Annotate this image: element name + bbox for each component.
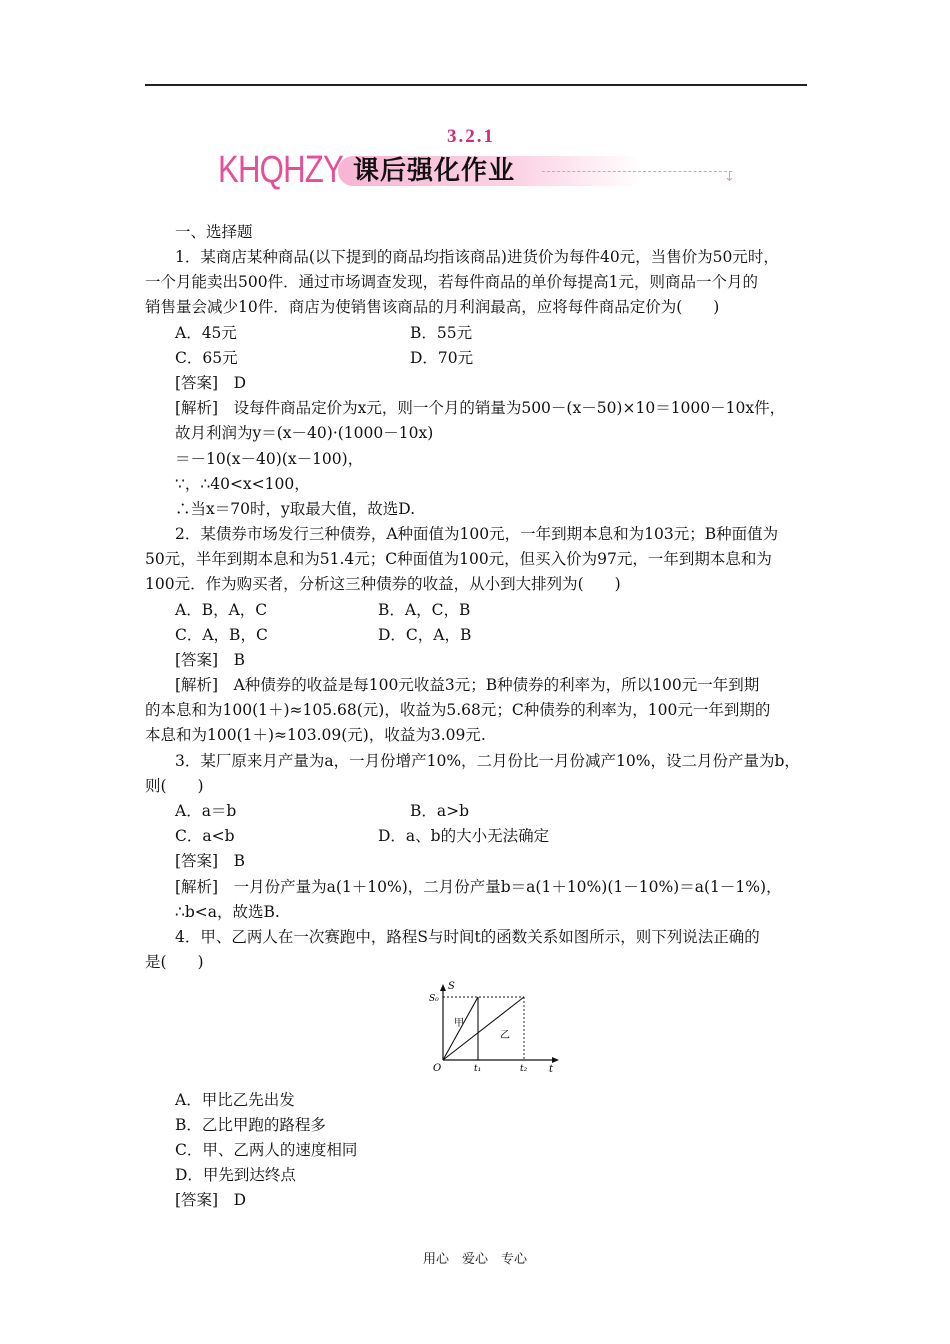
q1-explanation-line2: 故月利润为y＝(x－40)·(1000－10x) xyxy=(175,424,434,442)
q1-explanation-line5: ∴当x＝70时，y取最大值，故选D. xyxy=(175,500,416,518)
t-axis-arrow-icon xyxy=(552,1057,559,1063)
q2-stem-line3: 100元．作为购买者，分析这三种债券的收益，从小到大排列为( ) xyxy=(145,575,621,593)
q1-option-d: D．70元 xyxy=(410,349,474,367)
q2-answer: [答案] B xyxy=(175,651,245,669)
q1-stem-line2: 一个月能卖出500件．通过市场调查发现，若每件商品的单价每提高1元，则商品一个月的 xyxy=(145,273,758,291)
q3-explanation-line1: [解析] 一月份产量为a(1＋10%)，二月份产量b＝a(1＋10%)(1－10%)＝a(1－1%)， xyxy=(175,878,782,896)
q2-explanation-line2: 的本息和为100(1＋)≈105.68(元)，收益为5.68元；C种债券的利率为，100元一年到期的 xyxy=(145,701,771,719)
q4-stem-line2: 是( ) xyxy=(145,953,204,971)
s-axis-label: S xyxy=(448,981,455,992)
header-rule xyxy=(145,84,807,86)
t-axis-label: t xyxy=(549,1064,554,1075)
q4-option-a: A．甲比乙先出发 xyxy=(175,1091,295,1109)
q1-explanation-line3: ＝－10(x－40)(x－100)， xyxy=(175,450,364,468)
q1-option-c: C．65元 xyxy=(175,349,238,367)
section-number: 3.2.1 xyxy=(447,126,495,147)
q2-stem-line2: 50元，半年到期本息和为51.4元；C种面值为100元，但买入价为97元，一年到期本息和为 xyxy=(145,550,772,568)
q3-stem-line1: 3．某厂原来月产量为a，一月份增产10%，二月份比一月份减产10%，设二月份产量为b， xyxy=(175,752,800,770)
q4-option-c: C．甲、乙两人的速度相同 xyxy=(175,1141,358,1159)
s-axis-arrow-icon xyxy=(440,984,446,991)
q1-answer: [答案] D xyxy=(175,374,247,392)
t1-label: t₁ xyxy=(474,1064,482,1074)
q3-answer: [答案] B xyxy=(175,852,245,870)
t2-label: t₂ xyxy=(520,1064,528,1074)
q2-option-b: B．A，C，B xyxy=(378,601,471,619)
q2-option-a: A．B，A，C xyxy=(175,601,268,619)
q3-option-a: A．a＝b xyxy=(175,802,237,820)
homework-banner xyxy=(218,150,738,194)
q1-option-b: B．55元 xyxy=(410,324,473,342)
q1-stem-line3: 销售量会减少10件．商店为使销售该商品的月利润最高，应将每件商品定价为( ) xyxy=(145,298,720,316)
page-footer: 用心 爱心 专心 xyxy=(422,1252,527,1267)
race-graph-svg xyxy=(428,980,563,1075)
q4-answer: [答案] D xyxy=(175,1191,247,1209)
race-graph xyxy=(428,980,563,1079)
section-heading: 一、选择题 xyxy=(175,223,253,241)
q4-option-b: B．乙比甲跑的路程多 xyxy=(175,1116,326,1134)
q1-explanation-line4: ∵，∴40<x<100， xyxy=(175,475,310,493)
s0-label: S₀ xyxy=(429,994,439,1004)
jia-label: 甲 xyxy=(454,1018,464,1029)
q2-stem-line1: 2．某债券市场发行三种债券，A种面值为100元，一年到期本息和为103元；B种面值为 xyxy=(175,525,779,543)
q3-option-d: D．a、b的大小无法确定 xyxy=(378,827,550,845)
q1-option-a: A．45元 xyxy=(175,324,237,342)
yi-label: 乙 xyxy=(500,1030,510,1041)
q3-option-c: C．a<b xyxy=(175,827,235,845)
q2-explanation-line3: 本息和为100(1＋)≈103.09(元)，收益为3.09元. xyxy=(145,726,486,744)
q3-option-b: B．a>b xyxy=(410,802,470,820)
q4-stem-line1: 4．甲、乙两人在一次赛跑中，路程S与时间t的函数关系如图所示，则下列说法正确的 xyxy=(175,928,760,946)
banner-arrow-icon: ↓ xyxy=(724,170,735,185)
q3-explanation-line2: ∴b<a，故选B. xyxy=(175,903,280,921)
q2-explanation-line1: [解析] A种债券的收益是每100元收益3元；B种债券的利率为，所以100元一年到期 xyxy=(175,676,760,694)
q1-explanation-line1: [解析] 设每件商品定价为x元，则一个月的销量为500－(x－50)×10＝1000－10x件， xyxy=(175,399,786,417)
q3-stem-line2: 则( ) xyxy=(145,777,204,795)
banner-title: 课后强化作业 xyxy=(353,156,516,186)
origin-label: O xyxy=(433,1063,442,1074)
q4-option-d: D．甲先到达终点 xyxy=(175,1166,296,1184)
banner-code: KHQHZY xyxy=(218,149,343,191)
q2-option-d: D．C，A，B xyxy=(378,626,472,644)
banner-dashed-line xyxy=(542,171,732,172)
q2-option-c: C．A，B，C xyxy=(175,626,268,644)
q1-stem-line1: 1．某商店某种商品(以下提到的商品均指该商品)进货价为每件40元，当售价为50元时， xyxy=(175,248,779,266)
